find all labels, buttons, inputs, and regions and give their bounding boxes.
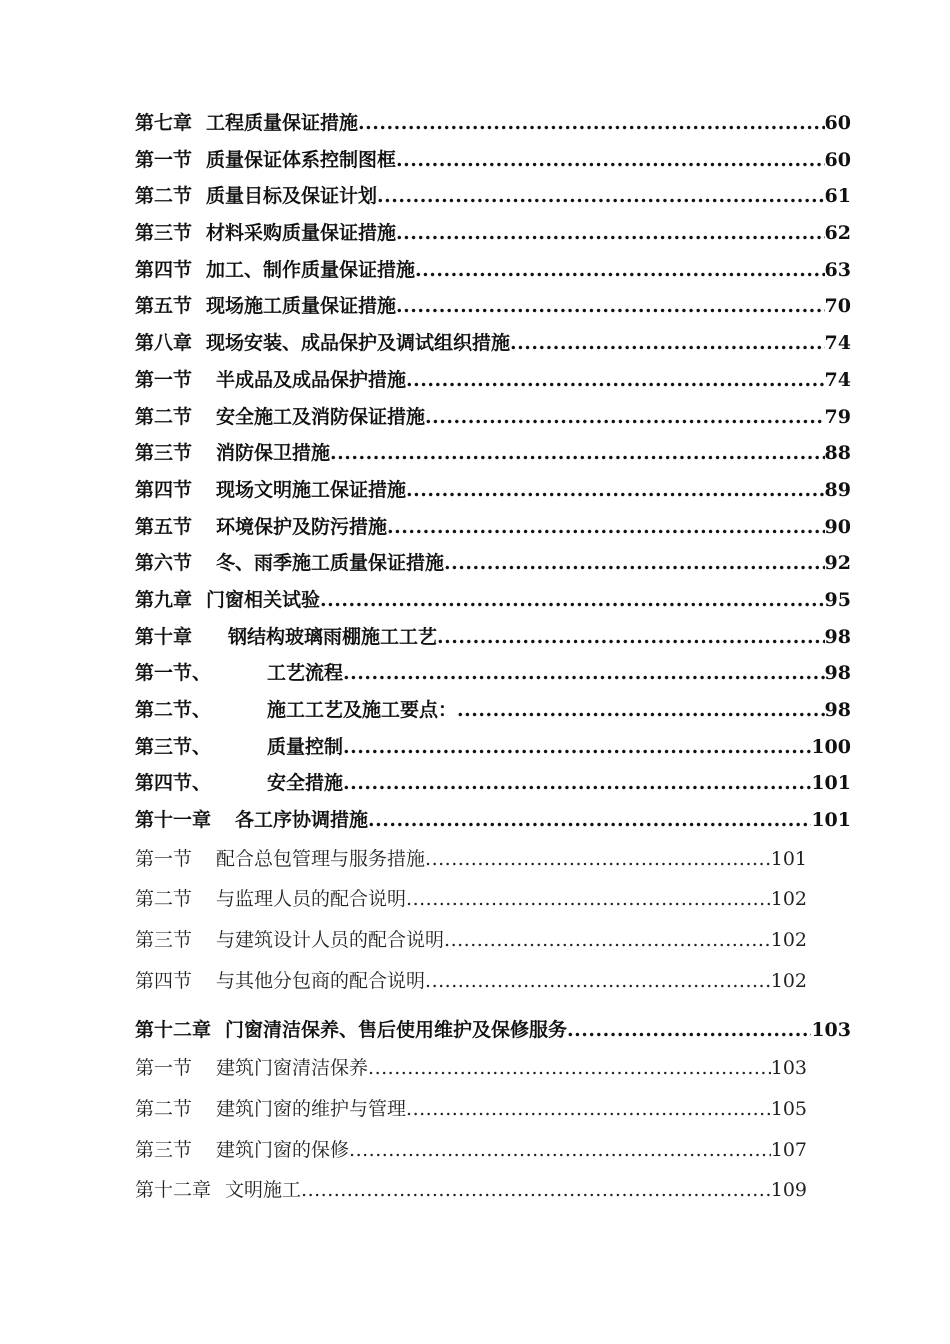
toc-entry-title: 环境保护及防污措施 bbox=[216, 515, 388, 538]
toc-entry[interactable] bbox=[135, 1130, 807, 1171]
toc-entry-number: 第八章 bbox=[135, 332, 193, 355]
toc-entry-number: 第二节 bbox=[135, 1097, 193, 1120]
toc-entry-title: 质量保证体系控制图框 bbox=[206, 148, 397, 171]
toc-entry[interactable] bbox=[135, 472, 851, 509]
toc-page-number: 79 bbox=[824, 405, 851, 428]
toc-entry[interactable] bbox=[135, 545, 851, 582]
toc-entry-title: 消防保卫措施 bbox=[216, 442, 331, 465]
toc-entry-title: 冬、雨季施工质量保证措施 bbox=[216, 552, 445, 575]
toc-dot-leader bbox=[301, 1170, 771, 1211]
toc-entry-number: 第一节 bbox=[135, 847, 193, 870]
toc-page-number: 61 bbox=[824, 185, 851, 208]
toc-entry-title: 建筑门窗的保修 bbox=[216, 1138, 350, 1161]
toc-entry-title: 门窗清洁保养、售后使用维护及保修服务 bbox=[225, 1018, 568, 1041]
toc-entry[interactable] bbox=[135, 879, 807, 920]
toc-entry-title: 建筑门窗清洁保养 bbox=[216, 1057, 369, 1080]
toc-dot-leader bbox=[330, 435, 825, 472]
toc-entry[interactable] bbox=[135, 765, 851, 802]
toc-entry-number: 第四节 bbox=[135, 478, 193, 501]
toc-entry-number: 第三节 bbox=[135, 929, 193, 952]
toc-entry[interactable] bbox=[135, 729, 851, 766]
toc-entry[interactable] bbox=[135, 178, 851, 215]
toc-entry[interactable] bbox=[135, 142, 851, 179]
toc-entry[interactable] bbox=[135, 839, 807, 880]
toc-entry[interactable] bbox=[135, 105, 851, 142]
toc-entry-title: 现场施工质量保证措施 bbox=[206, 295, 397, 318]
toc-dot-leader bbox=[406, 362, 825, 399]
toc-dot-leader bbox=[567, 1012, 811, 1049]
toc-entry-number: 第二节、 bbox=[135, 699, 212, 721]
toc-dot-leader bbox=[457, 692, 825, 729]
toc-entry-number: 第四节 bbox=[135, 969, 193, 992]
toc-entry[interactable] bbox=[135, 1170, 807, 1211]
toc-dot-leader bbox=[343, 765, 811, 802]
toc-dot-leader bbox=[320, 582, 825, 619]
toc-entry-title: 安全措施 bbox=[267, 772, 344, 795]
toc-entry-title: 质量控制 bbox=[267, 735, 344, 758]
toc-dot-leader bbox=[368, 802, 811, 839]
toc-dot-leader bbox=[444, 545, 825, 582]
toc-entry-number: 第二节 bbox=[135, 185, 193, 208]
toc-page-number: 62 bbox=[824, 222, 851, 245]
toc-dot-leader bbox=[396, 288, 825, 325]
toc-entry[interactable] bbox=[135, 655, 851, 692]
toc-entry-title: 半成品及成品保护措施 bbox=[216, 368, 407, 391]
toc-page-number: 101 bbox=[811, 809, 851, 832]
toc-dot-leader bbox=[368, 1048, 771, 1089]
toc-page-number: 90 bbox=[824, 515, 851, 538]
toc-page-number: 105 bbox=[770, 1097, 807, 1120]
toc-page-number: 92 bbox=[824, 552, 851, 575]
toc-entry-number: 第二节 bbox=[135, 405, 193, 428]
toc-entry-number: 第一节 bbox=[135, 148, 193, 171]
toc-entry-number: 第五节 bbox=[135, 295, 193, 318]
toc-dot-leader bbox=[343, 729, 811, 766]
toc-dot-leader bbox=[425, 961, 771, 1002]
toc-entry[interactable] bbox=[135, 1048, 807, 1089]
toc-page-number: 102 bbox=[770, 969, 807, 992]
toc-page-number: 74 bbox=[824, 368, 851, 391]
toc-page-number: 98 bbox=[824, 625, 851, 648]
toc-dot-leader bbox=[437, 619, 825, 656]
toc-page-number: 74 bbox=[824, 332, 851, 355]
toc-page-number: 109 bbox=[770, 1179, 807, 1202]
toc-entry-number: 第一节 bbox=[135, 368, 193, 391]
toc-entry-number: 第二节 bbox=[135, 888, 193, 911]
toc-entry-number: 第三节 bbox=[135, 222, 193, 245]
toc-page-number: 60 bbox=[824, 148, 851, 171]
toc-page-number: 107 bbox=[770, 1138, 807, 1161]
toc-entry[interactable] bbox=[135, 325, 851, 362]
toc-page-number: 103 bbox=[811, 1018, 851, 1041]
toc-entry[interactable] bbox=[135, 1012, 851, 1049]
toc-page-number: 60 bbox=[824, 112, 851, 134]
toc-page-number: 103 bbox=[770, 1057, 807, 1080]
toc-dot-leader bbox=[387, 509, 825, 546]
toc-entry-number: 第七章 bbox=[135, 112, 193, 134]
toc-entry-number: 第四节 bbox=[135, 258, 193, 281]
toc-entry-number: 第三节、 bbox=[135, 735, 212, 758]
toc-page-number: 88 bbox=[824, 442, 851, 465]
toc-entry-number: 第十二章 bbox=[135, 1179, 212, 1202]
toc-entry[interactable] bbox=[135, 961, 807, 1002]
toc-entry[interactable] bbox=[135, 802, 851, 839]
toc-entry-title: 各工序协调措施 bbox=[235, 809, 369, 832]
toc-entry[interactable] bbox=[135, 619, 851, 656]
toc-entry-title: 建筑门窗的维护与管理 bbox=[216, 1097, 407, 1120]
toc-page-number: 100 bbox=[811, 735, 851, 758]
toc-page-number: 101 bbox=[811, 772, 851, 795]
toc-entry-number: 第九章 bbox=[135, 588, 193, 611]
toc-entry-title: 与监理人员的配合说明 bbox=[216, 888, 407, 911]
toc-dot-leader bbox=[377, 178, 825, 215]
toc-page-number: 102 bbox=[770, 929, 807, 952]
toc-entry-number: 第六节 bbox=[135, 552, 193, 575]
toc-entry-title: 钢结构玻璃雨棚施工工艺 bbox=[228, 625, 438, 648]
toc-dot-leader bbox=[425, 839, 771, 880]
toc-entry-title: 与其他分包商的配合说明 bbox=[216, 969, 426, 992]
table-of-contents bbox=[135, 105, 851, 1211]
toc-entry-number: 第一节、 bbox=[135, 662, 212, 685]
toc-entry-title: 现场安装、成品保护及调试组织措施 bbox=[206, 332, 511, 355]
toc-entry[interactable] bbox=[135, 920, 807, 961]
toc-entry[interactable] bbox=[135, 252, 851, 289]
toc-entry-number: 第三节 bbox=[135, 1138, 193, 1161]
toc-entry-title: 工艺流程 bbox=[267, 662, 344, 685]
toc-page-number: 89 bbox=[824, 478, 851, 501]
toc-entry-title: 门窗相关试验 bbox=[206, 588, 321, 611]
toc-entry[interactable] bbox=[135, 692, 851, 729]
toc-dot-leader bbox=[406, 1089, 771, 1130]
toc-entry[interactable] bbox=[135, 362, 851, 399]
toc-entry-title: 施工工艺及施工要点： bbox=[267, 699, 458, 721]
toc-entry[interactable] bbox=[135, 582, 851, 619]
toc-dot-leader bbox=[444, 920, 771, 961]
toc-page-number: 101 bbox=[770, 847, 807, 870]
toc-entry-number: 第十章 bbox=[135, 625, 193, 648]
toc-entry-number: 第十二章 bbox=[135, 1018, 212, 1041]
toc-entry-number: 第十一章 bbox=[135, 809, 212, 832]
toc-entry-title: 质量目标及保证计划 bbox=[206, 185, 378, 208]
toc-entry[interactable] bbox=[135, 1089, 807, 1130]
toc-dot-leader bbox=[358, 105, 825, 142]
toc-dot-leader bbox=[396, 142, 825, 179]
toc-entry-title: 文明施工 bbox=[225, 1179, 302, 1202]
toc-page-number: 98 bbox=[824, 699, 851, 721]
toc-dot-leader bbox=[415, 252, 825, 289]
toc-page-number: 70 bbox=[824, 295, 851, 318]
toc-entry-number: 第五节 bbox=[135, 515, 193, 538]
toc-entry-title: 现场文明施工保证措施 bbox=[216, 478, 407, 501]
toc-entry-title: 工程质量保证措施 bbox=[206, 112, 359, 134]
toc-entry[interactable] bbox=[135, 399, 851, 436]
toc-dot-leader bbox=[406, 472, 825, 509]
toc-dot-leader bbox=[349, 1130, 771, 1171]
toc-page-number: 63 bbox=[824, 258, 851, 281]
toc-entry-number: 第三节 bbox=[135, 442, 193, 465]
toc-entry-title: 与建筑设计人员的配合说明 bbox=[216, 929, 445, 952]
toc-dot-leader bbox=[425, 399, 825, 436]
toc-dot-leader bbox=[396, 215, 825, 252]
toc-entry-title: 配合总包管理与服务措施 bbox=[216, 847, 426, 870]
toc-entry-title: 材料采购质量保证措施 bbox=[206, 222, 397, 245]
toc-page-number: 95 bbox=[824, 588, 851, 611]
toc-page-number: 98 bbox=[824, 662, 851, 685]
toc-entry-number: 第一节 bbox=[135, 1057, 193, 1080]
toc-entry-title: 安全施工及消防保证措施 bbox=[216, 405, 426, 428]
toc-entry-title: 加工、制作质量保证措施 bbox=[206, 258, 416, 281]
toc-page-number: 102 bbox=[770, 888, 807, 911]
toc-entry[interactable] bbox=[135, 435, 851, 472]
toc-entry[interactable] bbox=[135, 509, 851, 546]
toc-entry-number: 第四节、 bbox=[135, 772, 212, 795]
toc-dot-leader bbox=[510, 325, 825, 362]
toc-dot-leader bbox=[406, 879, 771, 920]
toc-dot-leader bbox=[343, 655, 825, 692]
toc-entry[interactable] bbox=[135, 215, 851, 252]
toc-entry[interactable] bbox=[135, 288, 851, 325]
